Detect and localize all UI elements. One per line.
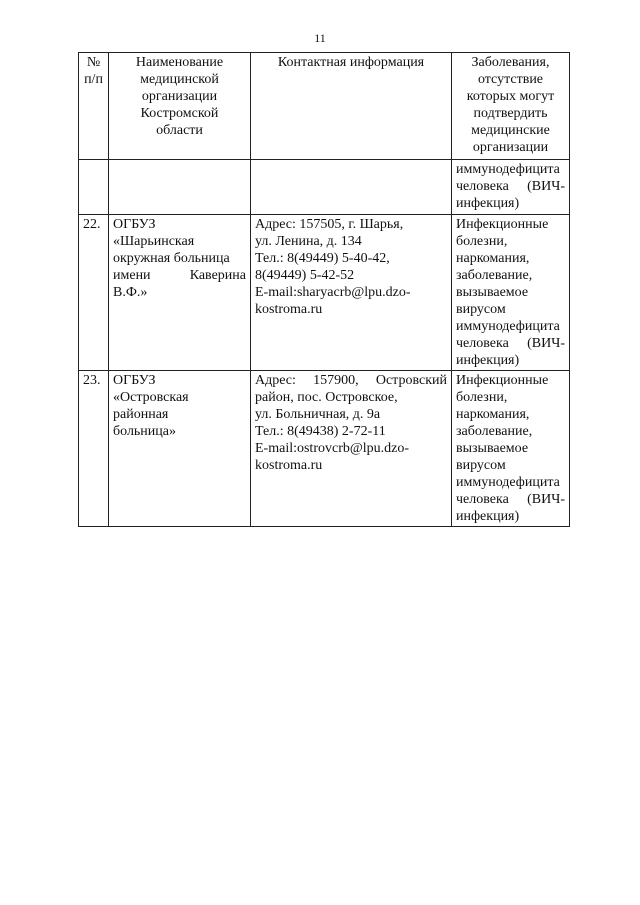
word: Каверина (189, 268, 246, 283)
header-line: области (156, 123, 203, 138)
table-row (79, 215, 570, 371)
organizations-table (78, 52, 570, 527)
header-name (109, 53, 251, 160)
cell-num (79, 160, 109, 215)
word: человека (456, 179, 509, 194)
cell-line: Инфекционные (456, 217, 549, 232)
cell-line: E-mail:ostrovcrb@lpu.dzo- (255, 441, 410, 456)
word: Островский (375, 373, 447, 388)
cell-line: ОГБУЗ (113, 217, 156, 232)
cell-line: kostroma.ru (255, 458, 323, 473)
word: имени (113, 268, 151, 283)
page-number: 11 (314, 31, 326, 45)
cell-contact (251, 160, 452, 215)
header-num (79, 53, 109, 160)
cell-line: инфекция) (456, 196, 520, 211)
header-line: Контактная информация (277, 55, 425, 70)
cell-line: больница» (113, 424, 176, 439)
cell-line: вирусом (456, 458, 506, 473)
cell-line: ул. Ленина, д. 134 (255, 234, 362, 249)
word: 157900, (313, 373, 359, 388)
header-contact (251, 53, 452, 160)
cell-line: болезни, (456, 390, 508, 405)
cell-num: 22. (79, 215, 109, 371)
header-line: Костромской (140, 106, 219, 121)
table-row (79, 371, 570, 527)
cell-disease (452, 215, 570, 371)
cell-line: 8(49449) 5-42-52 (255, 268, 355, 283)
word: (ВИЧ- (527, 492, 565, 507)
header-line: п/п (84, 72, 103, 87)
cell-line-justified (113, 267, 246, 284)
header-line: Наименование (135, 55, 224, 70)
cell-line: наркомания, (456, 407, 530, 422)
cell-line: ул. Больничная, д. 9а (255, 407, 381, 422)
header-line: медицинские (471, 123, 550, 138)
table-row-continuation (79, 160, 570, 215)
cell-line: Тел.: 8(49438) 2-72-11 (255, 424, 386, 439)
word: человека (456, 336, 509, 351)
cell-line: E-mail:sharyacrb@lpu.dzo- (255, 285, 411, 300)
cell-line: kostroma.ru (255, 302, 323, 317)
cell-line: заболевание, (456, 424, 533, 439)
cell-line: Тел.: 8(49449) 5-40-42, (255, 251, 390, 266)
header-line: № (86, 55, 101, 70)
word: (ВИЧ- (527, 179, 565, 194)
cell-line: вызываемое (456, 441, 529, 456)
cell-line-justified (456, 178, 565, 195)
cell-line: наркомания, (456, 251, 530, 266)
cell-line: заболевание, (456, 268, 533, 283)
cell-line: районная (113, 407, 169, 422)
header-line: которых могут (466, 89, 555, 104)
cell-line: В.Ф.» (113, 285, 148, 300)
cell-name (109, 215, 251, 371)
header-line: Заболевания, (471, 55, 550, 70)
cell-line: Инфекционные (456, 373, 549, 388)
word: человека (456, 492, 509, 507)
cell-line: вирусом (456, 302, 506, 317)
cell-line: иммунодефицита (456, 319, 560, 334)
cell-line: «Шарьинская (113, 234, 195, 249)
cell-line: окружная больница (113, 251, 230, 266)
cell-name (109, 160, 251, 215)
header-line: организации (472, 140, 549, 155)
header-line: отсутствие (477, 72, 544, 87)
cell-line: инфекция) (456, 509, 520, 524)
cell-contact (251, 371, 452, 527)
cell-disease (452, 160, 570, 215)
cell-line: Адрес: 157505, г. Шарья, (255, 217, 404, 232)
word: (ВИЧ- (527, 336, 565, 351)
word: Адрес: (255, 373, 296, 388)
cell-name (109, 371, 251, 527)
header-line: подтвердить (473, 106, 548, 121)
cell-line: иммунодефицита (456, 162, 560, 177)
cell-line: «Островская (113, 390, 189, 405)
cell-line: район, пос. Островское, (255, 390, 398, 405)
cell-disease (452, 371, 570, 527)
cell-line-justified (255, 372, 447, 389)
cell-line: болезни, (456, 234, 508, 249)
cell-line-justified (456, 491, 565, 508)
table-header-row (79, 53, 570, 160)
cell-contact (251, 215, 452, 371)
header-disease (452, 53, 570, 160)
cell-num: 23. (79, 371, 109, 527)
header-line: медицинской (140, 72, 219, 87)
cell-line: ОГБУЗ (113, 373, 156, 388)
cell-line: вызываемое (456, 285, 529, 300)
cell-line: иммунодефицита (456, 475, 560, 490)
cell-line-justified (456, 335, 565, 352)
header-line: организации (141, 89, 218, 104)
cell-line: инфекция) (456, 353, 520, 368)
